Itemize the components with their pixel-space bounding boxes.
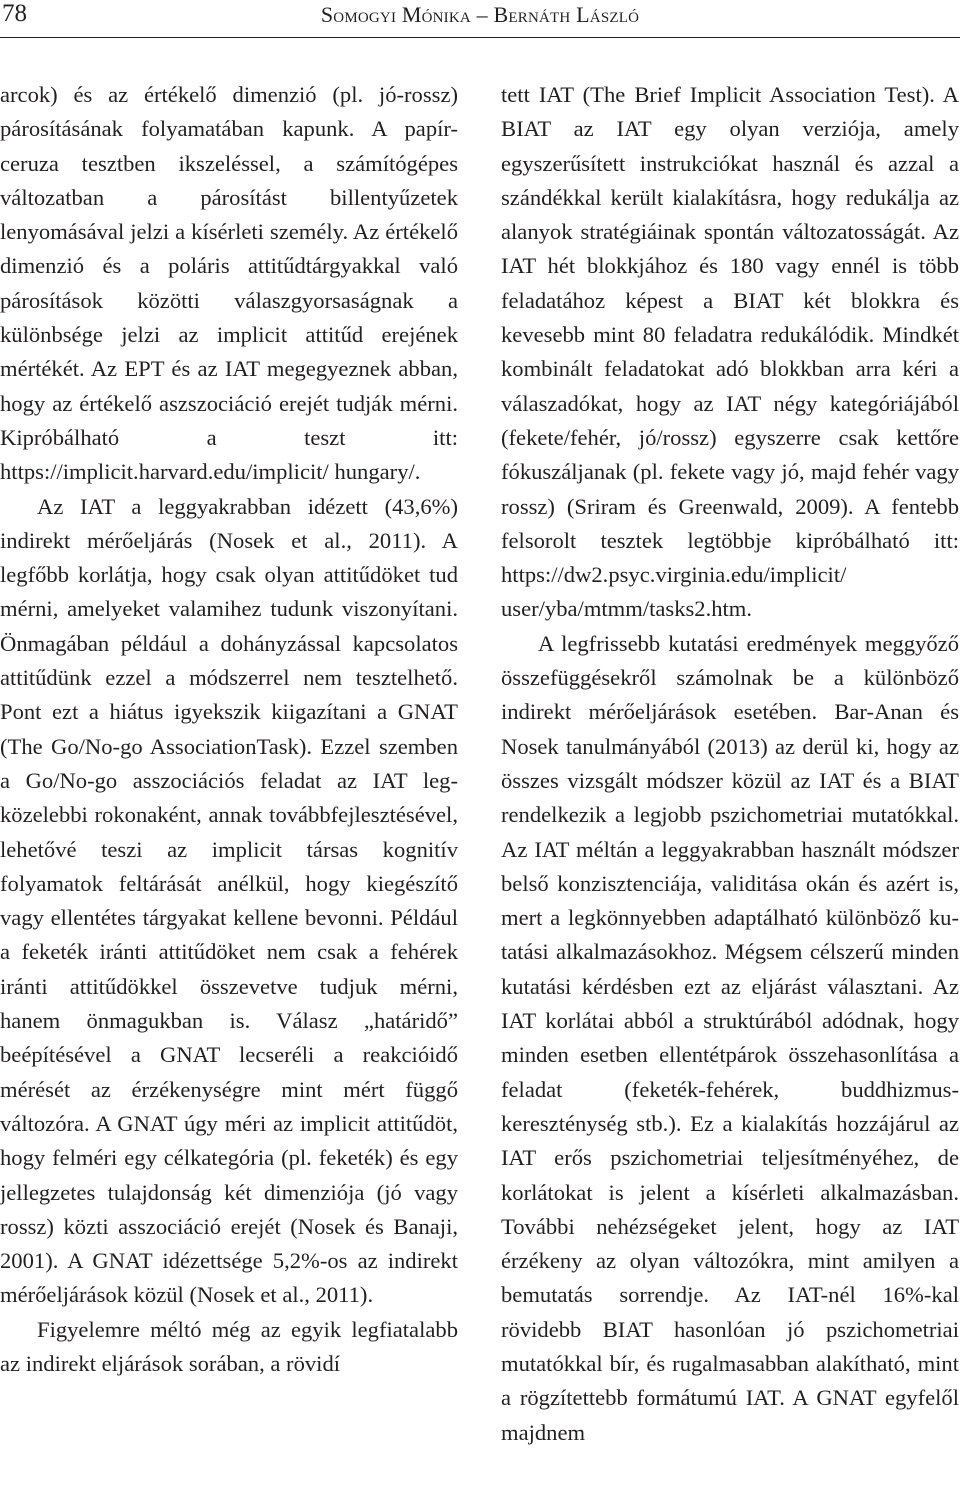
page-number: 78 — [2, 0, 27, 27]
running-head — [0, 0, 960, 38]
running-head-authors: Somogyi Mónika – Bernáth László — [320, 2, 640, 27]
paragraph: Az IAT a leggyakrabban idézett (43,6%) indirekt mérőeljárás (Nosek et al., 2011). A legfőbb korlátja, hogy csak olyan attitűdöket tud mérni, amelyeket valamihez tudunk viszonyítani. Önmagában például a dohányzással kapcsolatos attitűdünk ezzel a módszerrel nem tesztelhető. Pont ezt a hiátus igyekszik kiigazítani a GNAT (The Go/No-go AssociationTask). Ezzel szemben a Go/No-go asszociációs feladat az IAT legközelebbi rokonaként, annak továbbfejlesztésével, lehetővé teszi az implicit társas kognitív folyamatok feltárását anélkül, hogy kiegészítő vagy ellentétes tárgyakat kellene bevonni. Például a feketék iránti attitűdöket nem csak a fehérek iránti attitűdökkel összevetve tudjuk mérni, hanem önmagukban is. Válasz „határidő” beépítésével a GNAT lecseréli a reakcióidő mérését az érzékenységre mint mért függő változóra. A GNAT úgy méri az implicit attitűdöt, hogy felméri egy célkategória (pl. feketék) és egy jellegzetes tulajdonság két dimenziója (jó vagy rossz) közti asszociáció erejét (Nosek és Banaji, 2001). A GNAT idézettsége 5,2%-os az indirekt mérőeljárások közül (Nosek et al., 2011). — [0, 493, 458, 1308]
paragraph: A legfrissebb kutatási eredmények meggyőző összefüggésekről számolnak be a különböző indirekt mérőeljárások esetében. Bar-Anan és Nosek tanulmányából (2013) az derül ki, hogy az összes vizsgált módszer közül az IAT és a BIAT rendelkezik a legjobb pszichometriai mutatókkal. Az IAT méltán a leggyakrabban használt módszer belső konzisztenciája, validitása okán és azért is, mert a legkönnyebben adaptálható különböző kutatási alkalmazásokhoz. Mégsem célszerű minden kutatási kérdésben ezt az eljárást választani. Az IAT korlátai abból a struktúrából adódnak, hogy minden esetben ellentétpárok összehasonlítása a feladat (feketék-fehérek, buddhizmus-kereszténység stb.). Ez a kialakítás hozzájárul az IAT erős pszichometriai teljesítményéhez, de korlátokat is jelent a kísérleti alkalmazásban. További nehézségeket jelent, hogy az IAT érzékeny az olyan változókra, mint amilyen a bemutatás sorrendje. Az IAT-nél 16%-kal rövidebb BIAT hasonlóan jó pszichometriai mutatókkal bír, és rugalmasabban alakítható, mint a rögzítettebb formátumú IAT. A GNAT egyfelől majdnem — [501, 630, 959, 1445]
right-column — [501, 78, 959, 1450]
header-rule — [0, 37, 960, 38]
paragraph: tett IAT (The Brief Implicit Association Test). A BIAT az IAT egy olyan verziója, amely egyszerűsített instrukciókat használ és azzal a szándékkal került kialakításra, hogy redukálja az alanyok stratégiáinak spontán változatosságát. Az IAT hét blokkjához és 180 vagy ennél is több feladatához képest a BIAT két blokkra és kevesebb mint 80 feladatra redukálódik. Mindkét kombinált feladatokat adó blokkban arra kéri a válaszadókat, hogy az IAT négy kategóriájából (fekete/fehér, jó/rossz) egyszerre csak kettőre fókuszáljanak (pl. fekete vagy jó, majd fehér vagy rossz) (Sriram és Greenwald, 2009). A fentebb felsorolt tesztek legtöbbje kipróbálható itt: https://dw2.psyc.virginia.edu/implicit/ user/yba/mtmm/tasks2.htm. — [501, 82, 959, 622]
left-column — [0, 78, 458, 1381]
paragraph: arcok) és az értékelő dimenzió (pl. jó-rossz) párosításának folyamatában kapunk. A papír-ceruza tesztben ikszeléssel, a számítógépes változatban a párosítást billentyűzetek lenyomásával jelzi a kísérleti személy. Az értékelő dimenzió és a poláris attitűdtárgyakkal való párosítások közötti válaszgyorsaságnak a különbsége jelzi az implicit attitűd erejének mértékét. Az EPT és az IAT megegyeznek abban, hogy az értékelő aszszociáció erejét tudják mérni. Kipróbálható a teszt itt: https://implicit.harvard.edu/implicit/ hungary/. — [0, 82, 458, 485]
paragraph: Figyelemre méltó még az egyik legfiatalabb az indirekt eljárások sorában, a rövidí — [0, 1316, 458, 1376]
